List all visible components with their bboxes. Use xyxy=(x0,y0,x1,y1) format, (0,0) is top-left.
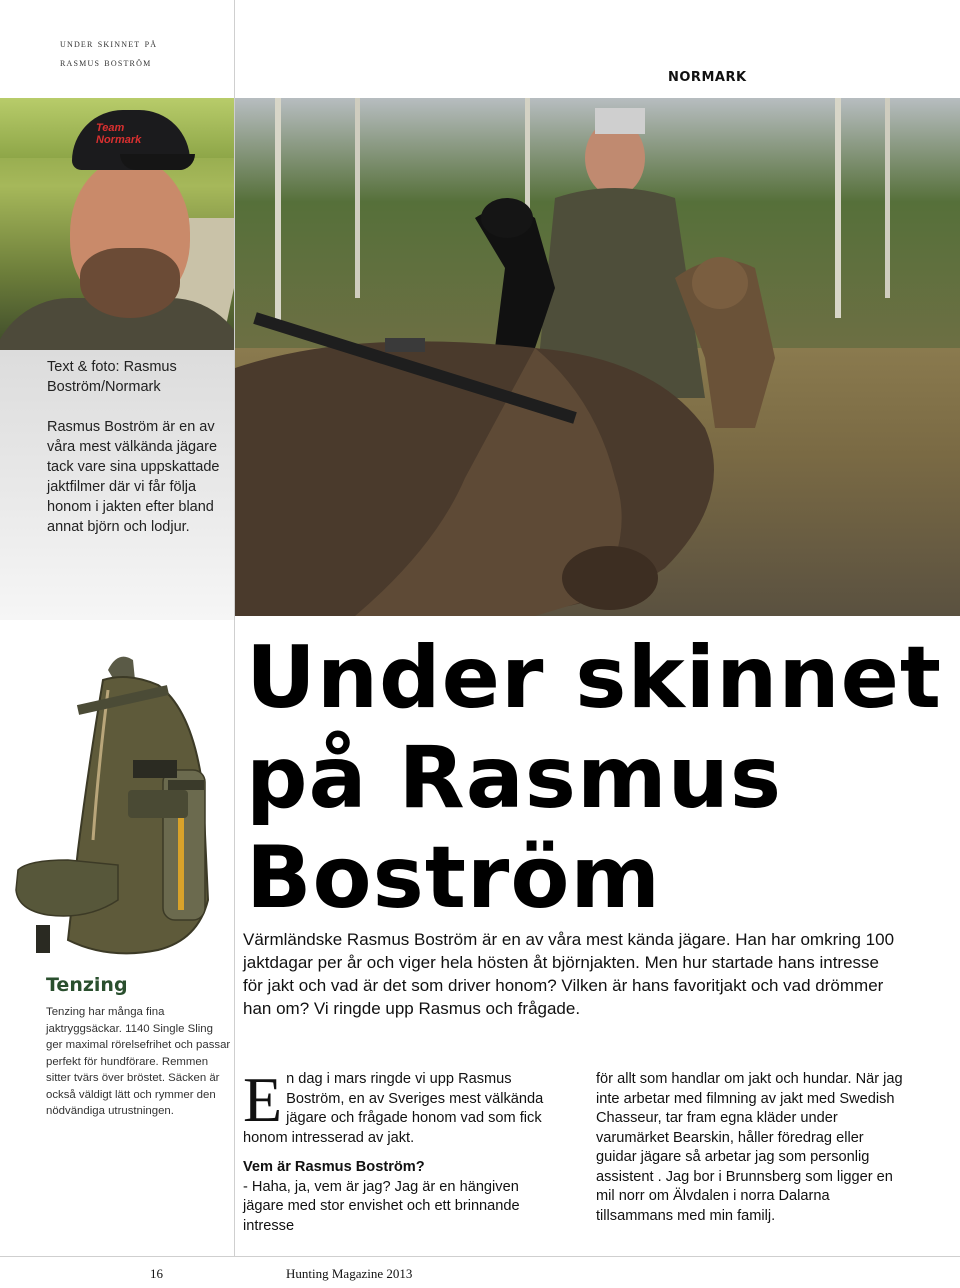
brand-logo: NORMARK xyxy=(668,70,747,85)
lead-paragraph: Värmländske Rasmus Boström är en av våra mest kända jägare. Han har omkring 100 jaktdagar per år och viger hela hösten åt björnjakten. Men hur startade hans intresse för jakt och vad är det som driver honom? Vilken är hans favoritjakt och vad drömmer han om? Vi ringde upp Rasmus och frågade. xyxy=(243,930,895,1018)
article-column-2: för allt som handlar om jakt och hundar. När jag inte arbetar med filmning av jakt med Swedish Chasseur, tar fram egna kläder under varumärket Bearskin, håller föredrag eller guidar jägare så arbetar jag som personlig assistent . Jag bor i Brunnsberg som ligger en mil norr om Älvdalen i norra Dalarna tillsammans med min familj. xyxy=(596,1071,903,1224)
portrait-cap-logo: Team Normark xyxy=(96,122,142,146)
headline-line2: på Rasmus xyxy=(246,728,783,828)
product-text: Tenzing har många fina jaktryggsäckar. 1140 Single Sling ger maximal rörelsefrihet och passar perfekt för hundförare. Remmen sitter tvärs över bröstet. Säcken är också väldigt lätt och rymmer den nödvändiga utrustningen. xyxy=(46,1006,231,1117)
main-photo xyxy=(235,98,960,616)
section-label-line2: rasmus boström xyxy=(60,55,152,69)
headline-line1: Under skinnet xyxy=(246,628,943,728)
portrait-photo xyxy=(0,98,234,350)
backpack-image xyxy=(8,650,238,970)
section-label-line1: under skinnet på xyxy=(60,36,158,50)
magazine-name: Hunting Magazine 2013 xyxy=(286,1266,413,1281)
sidebar-intro: Rasmus Boström är en av våra mest välkända jägare tack vare sina uppskattade jaktfilmer där vi får följa honom i jakten efter bland annat björn och lodjur. xyxy=(47,419,220,535)
portrait-cap-bill xyxy=(120,154,195,170)
portrait-beard xyxy=(80,248,180,318)
footer-divider xyxy=(0,1256,960,1257)
section-label xyxy=(60,34,230,72)
article-column-1 xyxy=(243,1064,551,1236)
photo-scene xyxy=(235,98,960,616)
headline-line3: Boström xyxy=(246,828,662,928)
interview-answer: - Haha, ja, vem är jag? Jag är en hängiven jägare med stor envishet och ett brinnande intresse xyxy=(243,1178,520,1234)
headline xyxy=(246,628,946,928)
dropcap: E xyxy=(243,1064,283,1135)
page-number: 16 xyxy=(150,1266,163,1281)
column1-body: n dag i mars ringde vi upp Rasmus Boström, en av Sveriges mest välkända jägare och frågade honom vad som fick honom intresserad av jakt. xyxy=(243,1071,544,1146)
interview-question: Vem är Rasmus Boström? xyxy=(243,1159,425,1175)
product-title: Tenzing xyxy=(46,974,128,996)
photo-credit: Text & foto: Rasmus Boström/Normark xyxy=(47,359,177,395)
